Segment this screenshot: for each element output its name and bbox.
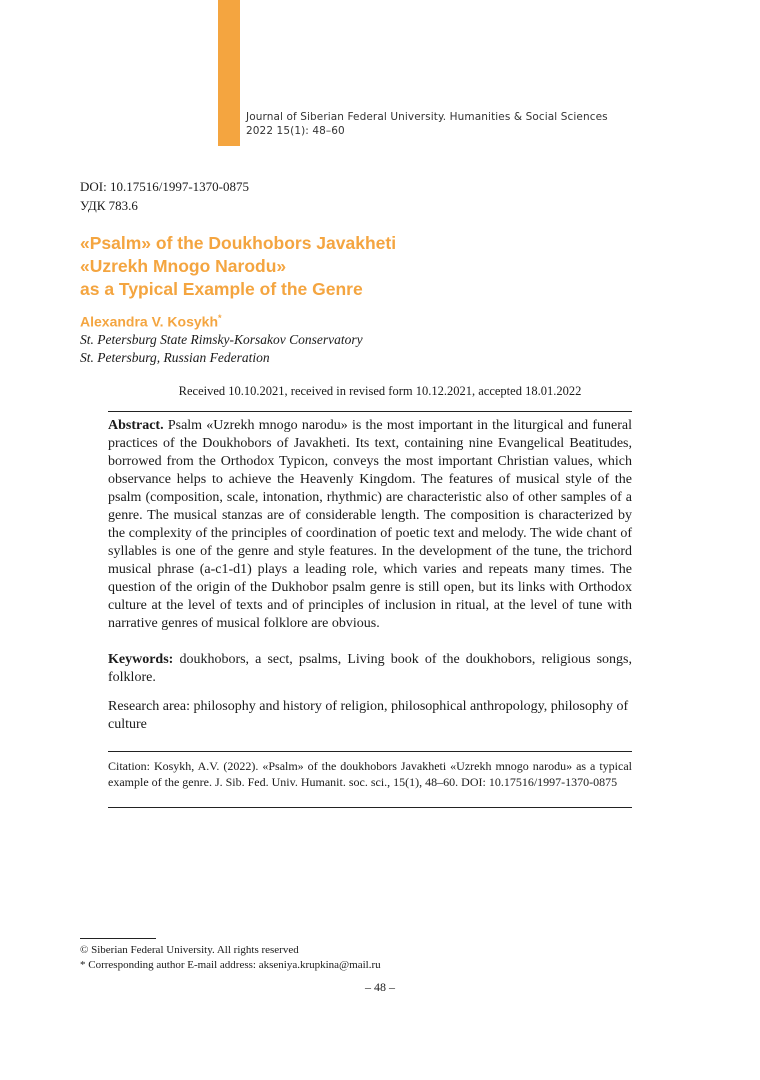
keywords-text: doukhobors, a sect, psalms, Living book of the doukhobors, religious songs, folklore. xyxy=(108,652,633,685)
copyright-note: © Siberian Federal University. All rights reserved xyxy=(80,944,299,956)
affiliation xyxy=(80,331,363,367)
journal-accent-bar xyxy=(218,0,240,146)
title-line-1: «Psalm» of the Doukhobors Javakheti xyxy=(80,233,397,253)
keywords-label: Keywords: xyxy=(108,652,174,667)
title-line-2: «Uzrekh Mnogo Narodu» xyxy=(80,256,287,276)
citation-bottom-rule xyxy=(108,807,632,808)
journal-header xyxy=(246,110,608,138)
affiliation-line-1: St. Petersburg State Rimsky-Korsakov Conservatory xyxy=(80,332,363,347)
abstract-label: Abstract. xyxy=(108,418,164,433)
abstract-text: Psalm «Uzrekh mnogo narodu» is the most important in the liturgical and funeral practices of the Doukhobors of Javakheti. Its text, containing nine Evangelical Beatitudes, borrowed from the Orthodox Typicon, conveys the most important Christian values, which observance helps to achieve the Heavenly Kingdom. The features of musical style of the psalm (composition, scale, intonation, rhythmic) are characteristic also of other samples of a genre. The musical stanzas are of considerable length. The composition is characterized by the complexity of the principles of coordination of poetic text and melody. The wide chant of syllables is one of the genre and style features. In the development of the tune, the trichord musical phrase (a-c1-d1) plays a leading role, which varies and repeats many times. The question of the origin of the Dukhobor psalm genre is still open, but its links with Orthodox culture at the level of texts and of principles of inclusion in ritual, at the level of tune with narrative genres of musical folklore are obvious. xyxy=(108,418,633,631)
identifiers xyxy=(80,177,249,215)
citation: Citation: Kosykh, A.V. (2022). «Psalm» of the doukhobors Javakheti «Uzrekh mnogo narodu» as a typical example of the genre. J. Sib. Fed. Univ. Humanit. soc. sci., 15(1), 48–60. DOI: 10.17516/1997-1370-0875 xyxy=(108,759,632,789)
keywords xyxy=(108,651,632,687)
abstract-top-rule xyxy=(108,411,632,412)
affiliation-line-2: St. Petersburg, Russian Federation xyxy=(80,350,270,365)
footnotes xyxy=(80,943,381,973)
doi: DOI: 10.17516/1997-1370-0875 xyxy=(80,179,249,194)
udk: УДК 783.6 xyxy=(80,198,138,213)
author xyxy=(80,313,222,330)
article-title xyxy=(80,232,396,301)
page-number: – 48 – xyxy=(365,980,395,994)
journal-issue: 2022 15(1): 48–60 xyxy=(246,125,345,137)
received-dates: Received 10.10.2021, received in revised form 10.12.2021, accepted 18.01.2022 xyxy=(178,384,582,398)
author-name: Alexandra V. Kosykh xyxy=(80,313,218,330)
title-line-3: as a Typical Example of the Genre xyxy=(80,279,363,299)
research-area: Research area: philosophy and history of religion, philosophical anthropology, philosophy of culture xyxy=(108,699,629,732)
author-mark: * xyxy=(218,313,222,323)
journal-name: Journal of Siberian Federal University. Humanities & Social Sciences xyxy=(246,111,608,123)
footnote-rule xyxy=(80,938,156,939)
abstract xyxy=(108,417,632,633)
corresponding-author-note: * Corresponding author E-mail address: akseniya.krupkina@mail.ru xyxy=(80,959,381,971)
citation-top-rule xyxy=(108,751,632,752)
